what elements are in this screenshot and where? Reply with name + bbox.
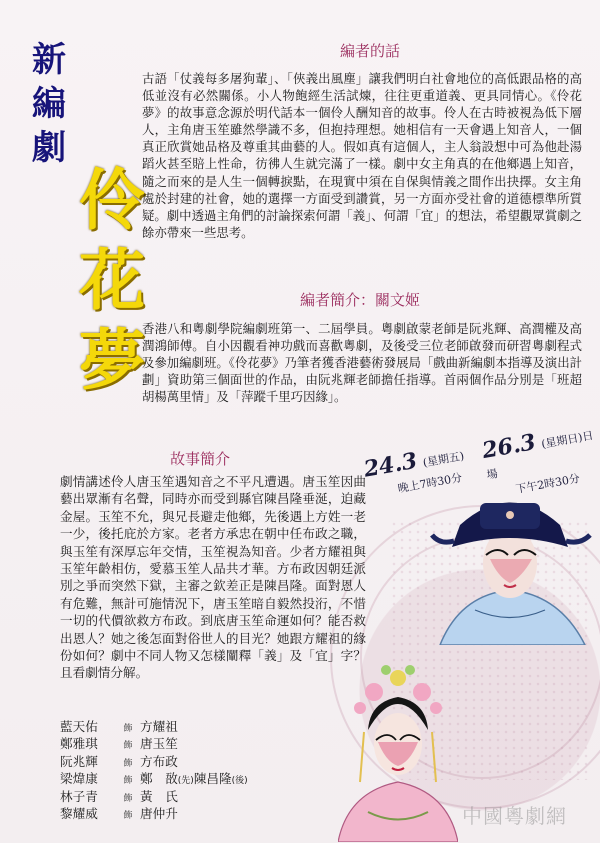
cast-role: 方布政	[140, 753, 178, 769]
cast-role	[140, 770, 248, 787]
cast-row	[60, 805, 248, 822]
section-heading-editor-note: 編者的話	[339, 42, 400, 60]
date-2-number: 26.3	[480, 429, 538, 465]
cast-role-note: (先)	[177, 776, 194, 787]
play-name-char: 夢	[79, 321, 145, 399]
cast-row	[60, 753, 248, 770]
title-char: 編	[32, 84, 66, 124]
cast-as: 飾	[123, 776, 133, 787]
editor-note-text: 古語「仗義每多屠狗輩」、「俠義出風塵」讓我們明白社會地位的高低跟品格的高低並沒有必然關係。小人物飽經生活試煉，往往更重道義、更具同情心。《伶花夢》的故事意念源於明代話本一個伶人酬知音的故事。伶人在古時被視為低下層人，主角唐玉笙雖然學識不多，但抱持理想。她相信有一天會遇上知音人，一個真正欣賞她品格及尊重其曲藝的人。假如真有這個人，主人翁設想中可為他赴湯蹈火甚至賠上性命，彷彿人生就完滿了一樣。劇中女主角真的在他鄉遇上知音，隨之而來的是人生一個轉捩點，在現實中須在自保與情義之間作出抉擇。女主角處於封建的社會，她的選擇一方面受到讚賞，另一方面亦受社會的道德標準所質疑。劇中透過主角們的討論探索何謂「義」、何謂「宜」的想法，希望觀眾賞劇之餘亦帶來一些思考。	[142, 71, 582, 240]
cast-role: 黃 氏	[140, 788, 178, 804]
cast-as: 飾	[123, 741, 133, 752]
cast-actor: 黎耀威	[60, 805, 98, 821]
cast-row	[60, 770, 248, 787]
cast-role-note: (後)	[231, 776, 248, 787]
cast-actor: 林子青	[60, 788, 98, 804]
cast-actor: 阮兆輝	[60, 753, 98, 769]
female-actor-portrait	[338, 642, 458, 842]
play-name-char: 伶	[79, 161, 145, 239]
series-title-vertical	[18, 38, 80, 170]
date-1-time: 晚上7時30分	[396, 471, 464, 496]
cast-as: 飾	[123, 810, 133, 821]
date-1-number: 24.3	[361, 447, 420, 483]
cast-role: 唐仲升	[140, 805, 178, 821]
date-1-weekday: (星期五)	[421, 449, 466, 470]
cast-row	[60, 788, 248, 805]
cast-role-second: 陳昌隆	[193, 771, 232, 787]
section-heading-synopsis: 故事簡介	[169, 450, 230, 468]
cast-actor: 梁煒康	[60, 771, 98, 787]
cast-row	[60, 735, 248, 752]
date-2-weekday: (星期日)日場	[485, 428, 595, 482]
play-name-char: 花	[79, 241, 145, 319]
watermark-logo: 中國粵劇網	[462, 804, 567, 828]
date-2-time: 下午2時30分	[514, 471, 581, 496]
cast-row	[60, 718, 248, 735]
play-name-vertical	[72, 160, 152, 400]
cast-as: 飾	[123, 724, 133, 734]
synopsis-text: 劇情講述伶人唐玉笙遇知音之不平凡遭遇。唐玉笙因曲藝出眾漸有名聲，同時亦而受到縣官陳昌隆垂涎，迫藏金屋。玉笙不允，與兄長避走他鄉，先後遇上方姓一老一少，後托庇於方家。老者方承忠在朝中任布政之職，與玉笙有深厚忘年交情，玉笙視為知音。少者方耀祖與玉笙年齡相仿，愛慕玉笙人品共才華。方布政因朝廷派別之爭而突然下獄，主審之欽差正是陳昌隆。面對恩人有危難，無計可施情況下，唐玉笙暗自毅然投洐，不惜一切的代價欲救方布政。到底唐玉笙命運如何？能否救出恩人？她之後怎面對俗世人的目光？她跟方耀祖的緣份如何？劇中不同人物又怎樣闡釋「義」及「宜」字？且看劇情分解。	[60, 474, 366, 681]
male-actor-portrait	[420, 485, 600, 645]
cast-role: 唐玉笙	[140, 736, 178, 752]
cast-as: 飾	[123, 793, 133, 804]
title-char: 劇	[32, 128, 66, 168]
cast-list	[60, 718, 248, 822]
section-heading-author-bio: 編者簡介：關文姬	[299, 291, 420, 309]
title-char: 新	[32, 40, 66, 80]
cast-actor: 藍天佑	[60, 719, 98, 734]
author-bio-text: 香港八和粵劇學院編劇班第一、二屆學員。粵劇啟蒙老師是阮兆輝、高潤權及高潤鴻師傅。自小因觀看神功戲而喜歡粵劇，及後受三位老師啟發而研習粵劇程式及參加編劇班。《伶花夢》乃筆者獲香港藝術發展局「戲曲新編劇本指導及演出計劃」資助第三個面世的作品，由阮兆輝老師擔任指導。首兩個作品分別是「班超胡楊萬里情」及「萍蹤千里巧因緣」。	[142, 321, 582, 405]
cast-as: 飾	[123, 758, 133, 769]
cast-role: 方耀祖	[140, 719, 178, 734]
cast-actor: 鄭雅琪	[60, 736, 98, 752]
cast-role-first: 鄭 敔	[140, 771, 178, 787]
